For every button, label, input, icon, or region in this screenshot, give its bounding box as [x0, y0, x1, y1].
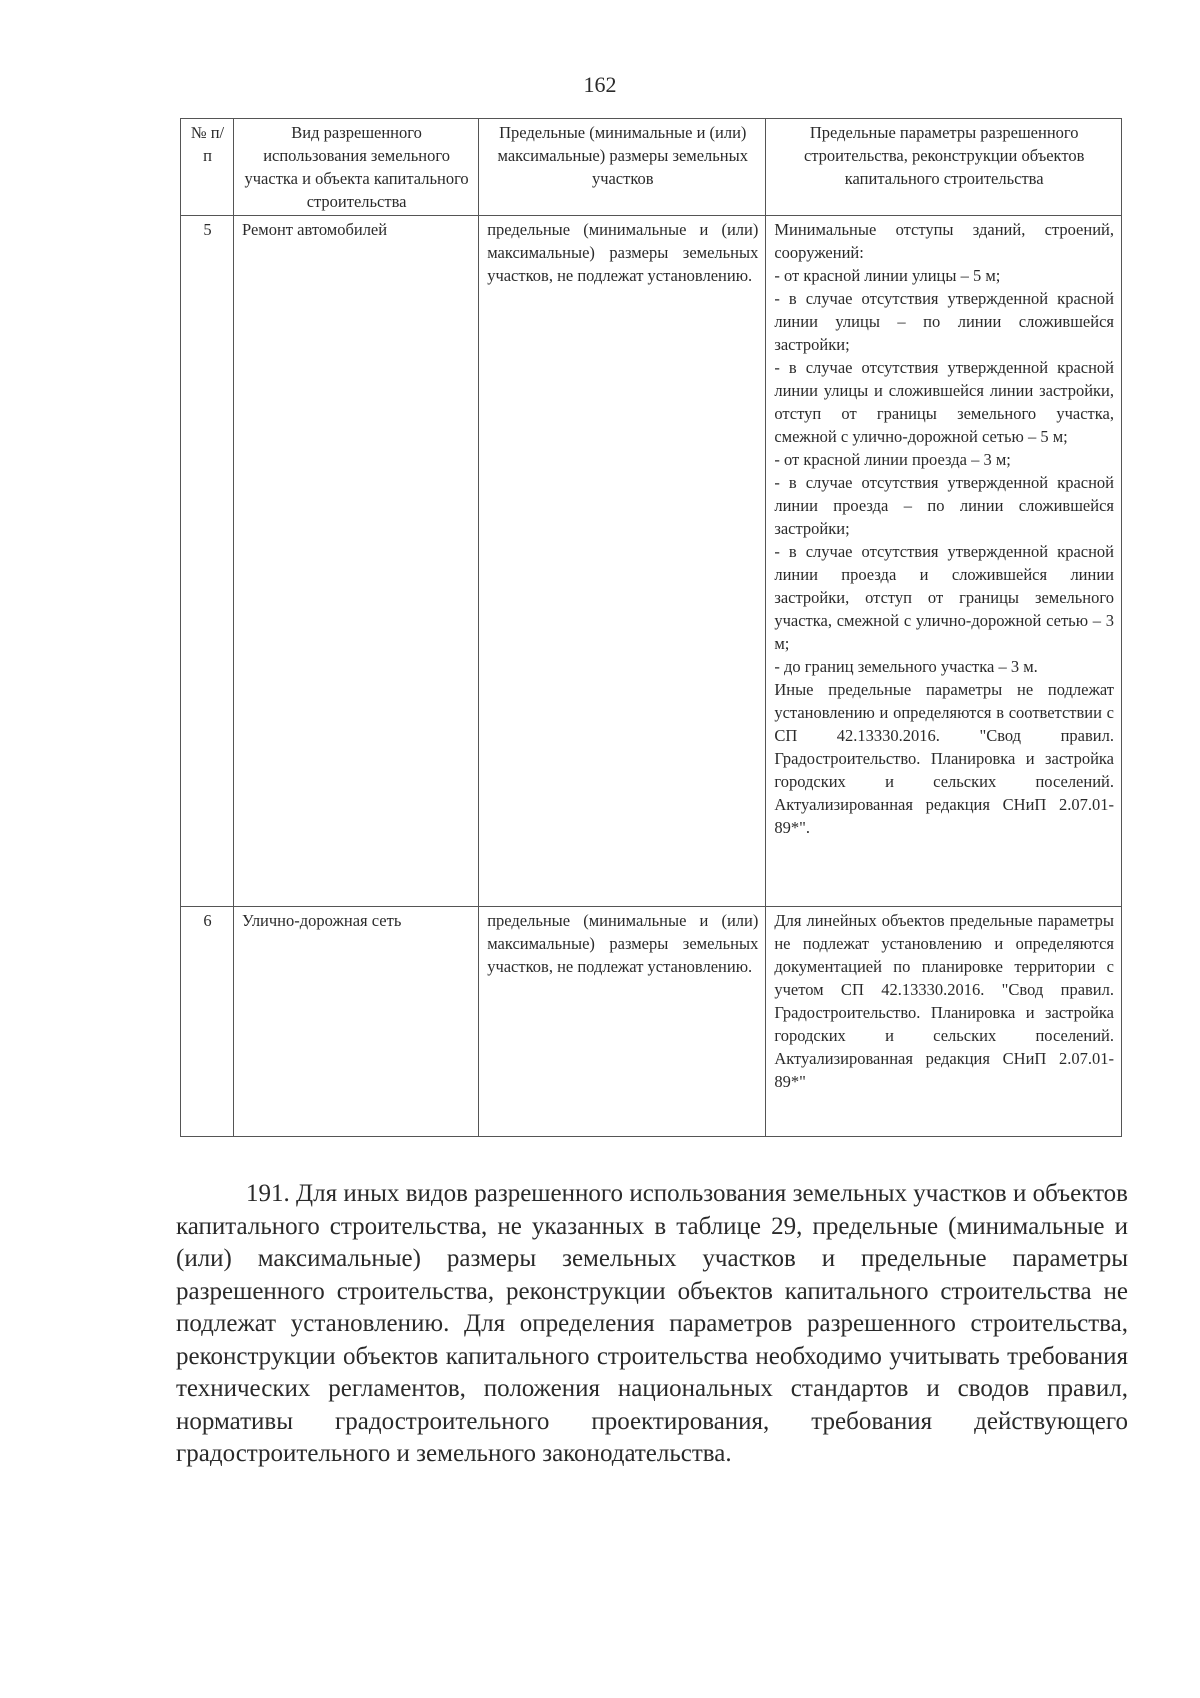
row-number: 6: [181, 907, 234, 1137]
row-build-params: [766, 216, 1122, 907]
table-row: [181, 907, 1122, 1137]
row-plot-size: предельные (минимальные и (или) максимальные) размеры земельных участков, не подлежат установлению.: [479, 216, 766, 907]
row-plot-size: предельные (минимальные и (или) максимальные) размеры земельных участков, не подлежат установлению.: [479, 907, 766, 1137]
table-row: [181, 216, 1122, 907]
row-build-params: [766, 907, 1122, 1137]
header-use-type: Вид разрешенного использования земельного участка и объекта капитального строительства: [234, 119, 479, 216]
param-line: - до границ земельного участка – 3 м.: [774, 657, 1038, 676]
param-line: - в случае отсутствия утвержденной красной линии проезда – по линии сложившейся застройки;: [774, 473, 1114, 538]
param-line: - от красной линии улицы – 5 м;: [774, 266, 1001, 285]
param-line: Для линейных объектов предельные параметры не подлежат установлению и определяются документацией по планировке территории с учетом СП 42.13330.2016. "Свод правил. Градостроительство. Планировка и застройка городских и сельских поселений. Актуализированная редакция СНиП 2.07.01-89*": [774, 911, 1114, 1091]
header-plot-size: Предельные (минимальные и (или) максимальные) размеры земельных участков: [479, 119, 766, 216]
param-line: Минимальные отступы зданий, строений, сооружений:: [774, 220, 1114, 262]
param-line: - в случае отсутствия утвержденной красной линии улицы – по линии сложившейся застройки;: [774, 289, 1114, 354]
param-line: Иные предельные параметры не подлежат установлению и определяются в соответствии с СП 42.13330.2016. "Свод правил. Градостроительство. Планировка и застройка городских и сельских поселений. Актуализированная редакция СНиП 2.07.01-89*".: [774, 680, 1114, 837]
row-use-type: Ремонт автомобилей: [234, 216, 479, 907]
table-header-row: [181, 119, 1122, 216]
header-build-params: Предельные параметры разрешенного строительства, реконструкции объектов капитального строительства: [766, 119, 1122, 216]
param-line: - в случае отсутствия утвержденной красной линии улицы и сложившейся линии застройки, отступ от границы земельного участка, смежной с улично-дорожной сетью – 5 м;: [774, 358, 1114, 446]
param-line: - от красной линии проезда – 3 м;: [774, 450, 1011, 469]
parameters-table: [180, 118, 1122, 1137]
paragraph-191: 191. Для иных видов разрешенного использования земельных участков и объектов капитального строительства, не указанных в таблице 29, предельные (минимальные и (или) максимальные) размеры земельных участков и предельные параметры разрешенного строительства, реконструкции объектов капитального строительства не подлежат установлению. Для определения параметров разрешенного строительства, реконструкции объектов капитального строительства необходимо учитывать требования технических регламентов, положения национальных стандартов и сводов правил, нормативы градостроительного проектирования, требования действующего градостроительного и земельного законодательства.: [176, 1180, 1128, 1467]
param-line: - в случае отсутствия утвержденной красной линии проезда и сложившейся линии застройки, отступ от границы земельного участка, смежной с улично-дорожной сетью – 3 м;: [774, 542, 1114, 653]
row-number: 5: [181, 216, 234, 907]
page-number: 162: [583, 72, 617, 97]
row-use-type: Улично-дорожная сеть: [234, 907, 479, 1137]
header-number: № п/п: [181, 119, 234, 216]
